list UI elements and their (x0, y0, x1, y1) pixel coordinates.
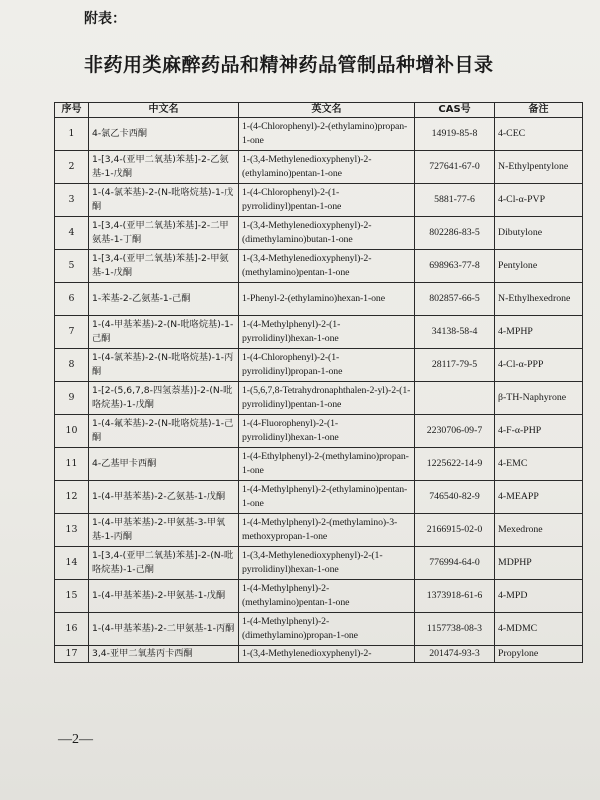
cell-cas-number (415, 382, 495, 415)
cell-chinese-name: 1-[3,4-(亚甲二氧基)苯基]-2-(N-吡咯烷基)-1-己酮 (89, 547, 239, 580)
cell-number: 16 (55, 613, 89, 646)
column-header-note: 备注 (495, 103, 583, 118)
cell-cas-number: 2166915-02-0 (415, 514, 495, 547)
cell-number: 17 (55, 646, 89, 663)
cell-number: 6 (55, 283, 89, 316)
substance-table-wrapper (54, 102, 582, 663)
cell-english-name: 1-(3,4-Methylenedioxyphenyl)-2-(1-pyrrolidinyl)hexan-1-one (239, 547, 415, 580)
cell-english-name: 1-(3,4-Methylenedioxyphenyl)-2-(dimethylamino)butan-1-one (239, 217, 415, 250)
table-row (55, 382, 583, 415)
cell-note: 4-CEC (495, 118, 583, 151)
cell-note: Mexedrone (495, 514, 583, 547)
cell-english-name: 1-(4-Chlorophenyl)-2-(1-pyrrolidinyl)pentan-1-one (239, 184, 415, 217)
table-header-row (55, 103, 583, 118)
cell-chinese-name: 1-(4-甲基苯基)-2-甲氨基-1-戊酮 (89, 580, 239, 613)
cell-english-name: 1-(4-Methylphenyl)-2-(dimethylamino)propan-1-one (239, 613, 415, 646)
cell-note: 4-MEAPP (495, 481, 583, 514)
cell-english-name: 1-(4-Fluorophenyl)-2-(1-pyrrolidinyl)hexan-1-one (239, 415, 415, 448)
cell-note: 4-MPHP (495, 316, 583, 349)
table-row (55, 547, 583, 580)
cell-cas-number: 776994-64-0 (415, 547, 495, 580)
cell-number: 4 (55, 217, 89, 250)
cell-chinese-name: 1-[3,4-(亚甲二氧基)苯基]-2-二甲氨基-1-丁酮 (89, 217, 239, 250)
cell-number: 2 (55, 151, 89, 184)
cell-number: 13 (55, 514, 89, 547)
cell-english-name: 1-(4-Ethylphenyl)-2-(methylamino)propan-1-one (239, 448, 415, 481)
table-row (55, 613, 583, 646)
column-header-number: 序号 (55, 103, 89, 118)
table-row (55, 481, 583, 514)
table-row (55, 646, 583, 663)
column-header-english-name: 英文名 (239, 103, 415, 118)
cell-number: 15 (55, 580, 89, 613)
cell-note: N-Ethylpentylone (495, 151, 583, 184)
cell-cas-number: 28117-79-5 (415, 349, 495, 382)
cell-cas-number: 746540-82-9 (415, 481, 495, 514)
substance-table (54, 102, 583, 663)
page-number: —2— (58, 732, 93, 747)
cell-cas-number: 1225622-14-9 (415, 448, 495, 481)
cell-note: 4-EMC (495, 448, 583, 481)
cell-cas-number: 5881-77-6 (415, 184, 495, 217)
cell-note: Propylone (495, 646, 583, 663)
table-row (55, 151, 583, 184)
cell-cas-number: 34138-58-4 (415, 316, 495, 349)
cell-number: 14 (55, 547, 89, 580)
cell-english-name: 1-(4-Methylphenyl)-2-(methylamino)pentan-1-one (239, 580, 415, 613)
cell-english-name: 1-(3,4-Methylenedioxyphenyl)-2-(methylamino)pentan-1-one (239, 250, 415, 283)
cell-cas-number: 201474-93-3 (415, 646, 495, 663)
table-body (55, 118, 583, 663)
column-header-cas: CAS号 (415, 103, 495, 118)
cell-number: 3 (55, 184, 89, 217)
cell-chinese-name: 1-苯基-2-乙氨基-1-己酮 (89, 283, 239, 316)
cell-number: 9 (55, 382, 89, 415)
cell-note: Pentylone (495, 250, 583, 283)
cell-cas-number: 2230706-09-7 (415, 415, 495, 448)
cell-english-name: 1-(5,6,7,8-Tetrahydronaphthalen-2-yl)-2-(1-pyrrolidinyl)pentan-1-one (239, 382, 415, 415)
cell-note: N-Ethylhexedrone (495, 283, 583, 316)
cell-english-name: 1-(4-Methylphenyl)-2-(methylamino)-3-methoxypropan-1-one (239, 514, 415, 547)
cell-number: 12 (55, 481, 89, 514)
cell-note: 4-Cl-α-PVP (495, 184, 583, 217)
cell-cas-number: 698963-77-8 (415, 250, 495, 283)
cell-english-name: 1-(4-Chlorophenyl)-2-(ethylamino)propan-1-one (239, 118, 415, 151)
cell-english-name: 1-(4-Methylphenyl)-2-(ethylamino)pentan-1-one (239, 481, 415, 514)
cell-note: Dibutylone (495, 217, 583, 250)
cell-cas-number: 802857-66-5 (415, 283, 495, 316)
cell-note: MDPHP (495, 547, 583, 580)
cell-cas-number: 727641-67-0 (415, 151, 495, 184)
cell-chinese-name: 4-氯乙卡西酮 (89, 118, 239, 151)
cell-chinese-name: 3,4-亚甲二氧基丙卡西酮 (89, 646, 239, 663)
cell-cas-number: 1373918-61-6 (415, 580, 495, 613)
cell-number: 11 (55, 448, 89, 481)
cell-note: β-TH-Naphyrone (495, 382, 583, 415)
cell-cas-number: 1157738-08-3 (415, 613, 495, 646)
table-row (55, 250, 583, 283)
table-row (55, 448, 583, 481)
cell-chinese-name: 1-(4-甲基苯基)-2-(N-吡咯烷基)-1-己酮 (89, 316, 239, 349)
cell-chinese-name: 1-(4-氯苯基)-2-(N-吡咯烷基)-1-丙酮 (89, 349, 239, 382)
cell-english-name: 1-(3,4-Methylenedioxyphenyl)-2- (239, 646, 415, 663)
table-row (55, 349, 583, 382)
cell-note: 4-Cl-α-PPP (495, 349, 583, 382)
cell-chinese-name: 1-[2-(5,6,7,8-四氢萘基)]-2-(N-吡咯烷基)-1-戊酮 (89, 382, 239, 415)
cell-english-name: 1-(3,4-Methylenedioxyphenyl)-2-(ethylamino)pentan-1-one (239, 151, 415, 184)
cell-number: 10 (55, 415, 89, 448)
table-row (55, 415, 583, 448)
cell-chinese-name: 1-(4-甲基苯基)-2-甲氨基-3-甲氧基-1-丙酮 (89, 514, 239, 547)
cell-chinese-name: 1-[3,4-(亚甲二氧基)苯基]-2-甲氨基-1-戊酮 (89, 250, 239, 283)
table-row (55, 184, 583, 217)
cell-english-name: 1-Phenyl-2-(ethylamino)hexan-1-one (239, 283, 415, 316)
document-title: 非药用类麻醉药品和精神药品管制品种增补目录 (84, 54, 494, 76)
annex-label: 附表： (84, 11, 126, 27)
table-row (55, 316, 583, 349)
cell-english-name: 1-(4-Methylphenyl)-2-(1-pyrrolidinyl)hexan-1-one (239, 316, 415, 349)
cell-cas-number: 14919-85-8 (415, 118, 495, 151)
cell-number: 7 (55, 316, 89, 349)
cell-number: 5 (55, 250, 89, 283)
cell-note: 4-MDMC (495, 613, 583, 646)
table-row (55, 514, 583, 547)
cell-cas-number: 802286-83-5 (415, 217, 495, 250)
cell-note: 4-F-α-PHP (495, 415, 583, 448)
table-row (55, 118, 583, 151)
cell-chinese-name: 1-(4-甲基苯基)-2-乙氨基-1-戊酮 (89, 481, 239, 514)
cell-number: 1 (55, 118, 89, 151)
cell-chinese-name: 1-[3,4-(亚甲二氧基)苯基]-2-乙氨基-1-戊酮 (89, 151, 239, 184)
table-row (55, 217, 583, 250)
cell-chinese-name: 4-乙基甲卡西酮 (89, 448, 239, 481)
table-row (55, 580, 583, 613)
cell-english-name: 1-(4-Chlorophenyl)-2-(1-pyrrolidinyl)propan-1-one (239, 349, 415, 382)
cell-chinese-name: 1-(4-氯苯基)-2-(N-吡咯烷基)-1-戊酮 (89, 184, 239, 217)
cell-chinese-name: 1-(4-氟苯基)-2-(N-吡咯烷基)-1-己酮 (89, 415, 239, 448)
cell-number: 8 (55, 349, 89, 382)
table-row (55, 283, 583, 316)
cell-chinese-name: 1-(4-甲基苯基)-2-二甲氨基-1-丙酮 (89, 613, 239, 646)
cell-note: 4-MPD (495, 580, 583, 613)
column-header-chinese-name: 中文名 (89, 103, 239, 118)
